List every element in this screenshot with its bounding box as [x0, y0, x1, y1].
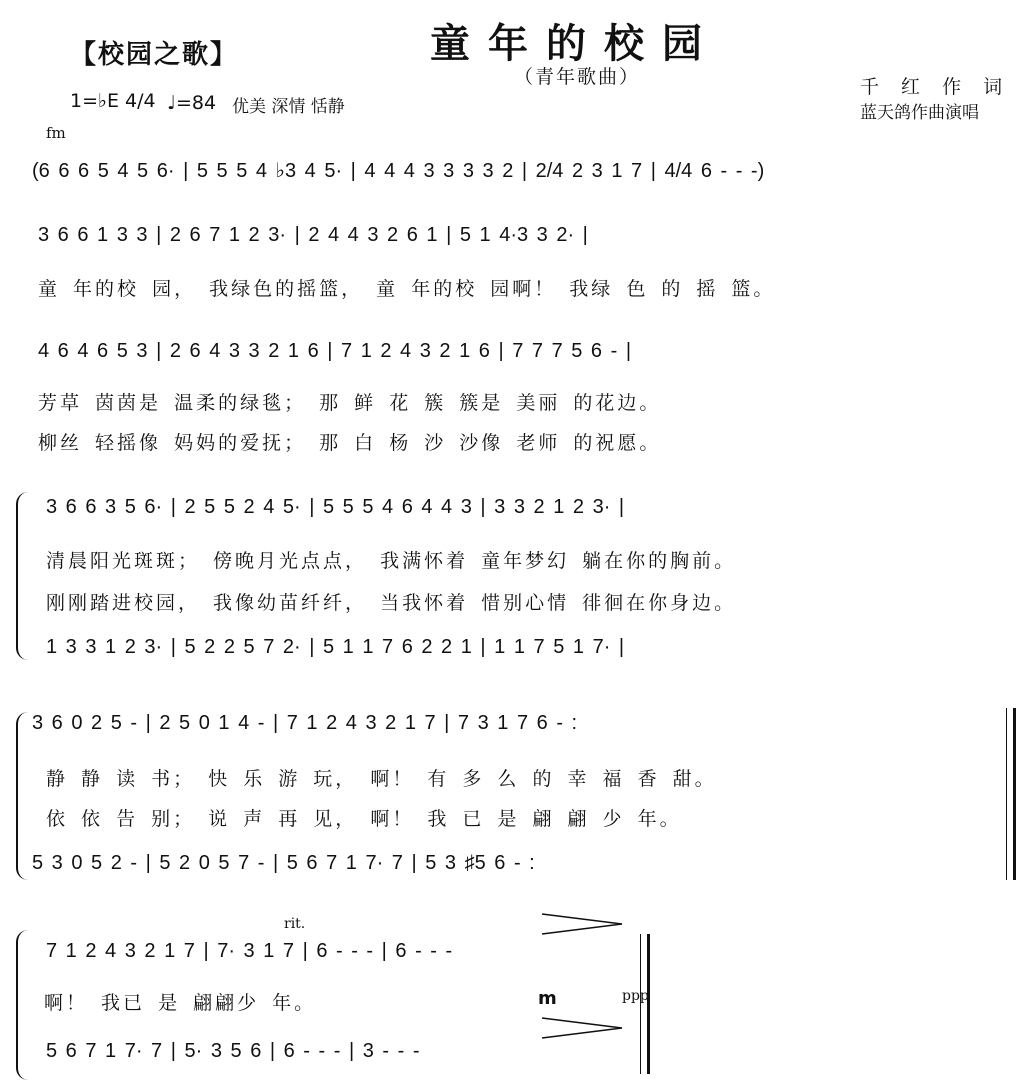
lyric-line: 清晨阳光斑斑； 傍晚月光点点， 我满怀着 童年梦幻 躺在你的胸前。	[46, 550, 737, 572]
notation-line-upper: 3 6 0 2 5 - | 2 5 0 1 4 - | 7 1 2 4 3 2 1 7 | 7 3 1 7 6 - :	[32, 712, 578, 734]
notation-line: 4 6 4 6 5 3 | 2 6 4 3 3 2 1 6 | 7 1 2 4 3 2 1 6 | 7 7 7 5 6 - |	[38, 340, 632, 362]
lyric-line: 依 依 告 别； 说 声 再 见， 啊！ 我 已 是 翩 翩 少 年。	[46, 808, 682, 830]
notation-line: (6 6 6 5 4 5 6· | 5 5 5 4 ♭3 4 5· | 4 4 4 3 3 3 3 2 | 2/4 2 3 1 7 | 4/4 6 - - -)	[32, 160, 765, 182]
dynamic-marking: fm	[46, 124, 66, 142]
final-repeat-barline	[1006, 708, 1016, 880]
dynamic-mark-ppp: ppp	[622, 988, 649, 1004]
tempo-marking: ♩=84	[167, 92, 217, 114]
song-title: 童年的校园	[430, 21, 720, 67]
notation-line-lower: 5 3 0 5 2 - | 5 2 0 5 7 - | 5 6 7 1 7· 7 | 5 3 ♯5 6 - :	[32, 852, 535, 874]
system-brace	[16, 930, 28, 1080]
lyric-line: 静 静 读 书； 快 乐 游 玩， 啊！ 有 多 么 的 幸 福 香 甜。	[46, 768, 717, 790]
notation-line: 3 6 6 1 3 3 | 2 6 7 1 2 3· | 2 4 4 3 2 6 1 | 5 1 4·3 3 2· |	[38, 224, 588, 246]
song-subtitle: （青年歌曲）	[514, 66, 641, 88]
final-barline	[640, 934, 650, 1074]
composer-credit: 蓝天鸽作曲演唱	[860, 103, 979, 123]
lyric-line: 柳丝 轻摇像 妈妈的爱抚； 那 白 杨 沙 沙像 老师 的祝愿。	[38, 432, 662, 454]
lyric-line: 童 年的校 园， 我绿色的摇篮， 童 年的校 园啊！ 我绿 色 的 摇 篮。	[38, 278, 776, 300]
decrescendo-hairpin	[540, 912, 624, 936]
notation-line-upper: 7 1 2 4 3 2 1 7 | 7· 3 1 7 | 6 - - - | 6 - - -	[46, 940, 453, 962]
lyric-line: 芳草 茵茵是 温柔的绿毯； 那 鲜 花 簇 簇是 美丽 的花边。	[38, 392, 662, 414]
lyricist-credit: 千 红 作 词	[860, 76, 1011, 98]
dynamic-mark-m: m	[538, 988, 557, 1009]
notation-line-upper: 3 6 6 3 5 6· | 2 5 5 2 4 5· | 5 5 5 4 6 4 4 3 | 3 3 2 1 2 3· |	[46, 496, 625, 518]
lyric-line: 刚刚踏进校园， 我像幼苗纤纤， 当我怀着 惜别心情 徘徊在你身边。	[46, 592, 737, 614]
decrescendo-hairpin	[540, 1016, 624, 1040]
lyric-line: 啊！ 我已 是 翩翩少 年。	[44, 992, 317, 1014]
notation-line-lower: 1 3 3 1 2 3· | 5 2 2 5 7 2· | 5 1 1 7 6 2 2 1 | 1 1 7 5 1 7· |	[46, 636, 625, 658]
notation-line-lower: 5 6 7 1 7· 7 | 5· 3 5 6 | 6 - - - | 3 - - -	[46, 1040, 420, 1062]
rit-marking: rit.	[284, 916, 306, 932]
expression-marking: 优美 深情 恬静	[232, 97, 345, 117]
system-brace	[16, 492, 28, 660]
series-title: 【校园之歌】	[70, 40, 239, 70]
key-signature: 1=♭E 4/4	[70, 90, 156, 112]
system-brace	[16, 712, 28, 880]
